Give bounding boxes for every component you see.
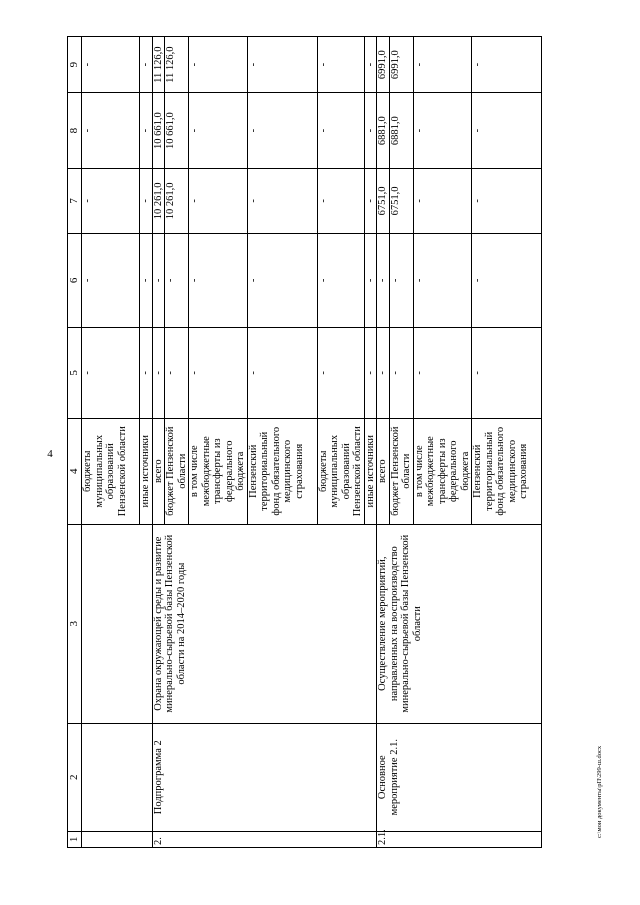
value-cell: - bbox=[140, 233, 153, 327]
row-title-cell: Осуществление мероприятий, направленных на воспроизводство минерально-сырьевой базы Пензенской области bbox=[377, 524, 542, 723]
funding-source-cell: Пензенский территориальный фонд обязательного медицинского страхования bbox=[247, 418, 317, 524]
value-cell: 11 126,0 bbox=[152, 37, 165, 93]
value-cell: - bbox=[165, 233, 189, 327]
row-name-cell: Основное мероприятие 2.1. bbox=[377, 723, 542, 831]
header-cell: 9 bbox=[68, 37, 82, 93]
value-cell: - bbox=[152, 327, 165, 418]
value-cell: - bbox=[472, 93, 542, 169]
rotated-table-container bbox=[67, 36, 594, 848]
table-row bbox=[377, 37, 390, 848]
row-number-cell bbox=[82, 831, 153, 847]
value-cell: - bbox=[413, 233, 472, 327]
header-cell: 3 bbox=[68, 524, 82, 723]
value-cell: - bbox=[189, 168, 248, 233]
page-number: 4 bbox=[47, 448, 53, 460]
value-cell: - bbox=[364, 327, 377, 418]
value-cell: 6881,0 bbox=[389, 93, 413, 169]
value-cell: - bbox=[140, 168, 153, 233]
value-cell: 10 661,0 bbox=[152, 93, 165, 169]
value-cell: - bbox=[413, 327, 472, 418]
value-cell: - bbox=[189, 37, 248, 93]
funding-source-cell: всего bbox=[152, 418, 165, 524]
value-cell: 6991,0 bbox=[377, 37, 390, 93]
footer-file-path: c:\мои документы\рП\299-ш.docx bbox=[596, 745, 603, 838]
value-cell: - bbox=[364, 168, 377, 233]
value-cell: - bbox=[247, 327, 317, 418]
value-cell: - bbox=[377, 327, 390, 418]
value-cell: - bbox=[247, 168, 317, 233]
header-cell: 5 bbox=[68, 327, 82, 418]
funding-source-cell: в том числе межбюджетные трансферты из федерального бюджета bbox=[413, 418, 472, 524]
value-cell: - bbox=[472, 168, 542, 233]
value-cell: - bbox=[152, 233, 165, 327]
value-cell: - bbox=[189, 233, 248, 327]
value-cell: - bbox=[317, 37, 364, 93]
value-cell: - bbox=[413, 93, 472, 169]
value-cell: - bbox=[165, 327, 189, 418]
value-cell: - bbox=[413, 37, 472, 93]
value-cell: - bbox=[247, 93, 317, 169]
header-cell: 1 bbox=[68, 831, 82, 847]
value-cell: - bbox=[317, 93, 364, 169]
value-cell: 10 261,0 bbox=[152, 168, 165, 233]
value-cell: 6881,0 bbox=[377, 93, 390, 169]
header-cell: 6 bbox=[68, 233, 82, 327]
value-cell: 10 661,0 bbox=[165, 93, 189, 169]
row-number-cell: 2. bbox=[152, 831, 377, 847]
funding-source-cell: бюджеты муниципальных образований Пензенской области bbox=[82, 418, 140, 524]
value-cell: - bbox=[389, 327, 413, 418]
value-cell: 6751,0 bbox=[389, 168, 413, 233]
funding-source-cell: бюджет Пензенской области bbox=[389, 418, 413, 524]
funding-source-cell: Пензенский территориальный фонд обязательного медицинского страхования bbox=[472, 418, 542, 524]
value-cell: - bbox=[472, 37, 542, 93]
funding-source-cell: всего bbox=[377, 418, 390, 524]
funding-source-cell: бюджеты муниципальных образований Пензенской области bbox=[317, 418, 364, 524]
header-cell: 7 bbox=[68, 168, 82, 233]
value-cell: - bbox=[82, 93, 140, 169]
budget-table bbox=[67, 36, 542, 848]
value-cell: - bbox=[364, 93, 377, 169]
value-cell: - bbox=[82, 168, 140, 233]
row-number-cell: 2.1. bbox=[377, 831, 542, 847]
value-cell: - bbox=[364, 233, 377, 327]
table-row bbox=[152, 37, 165, 848]
value-cell: - bbox=[389, 233, 413, 327]
row-title-cell: Охрана окружающей среды и развитие минерально-сырьевой базы Пензенской области на 2014–2020 годы bbox=[152, 524, 377, 723]
value-cell: - bbox=[82, 327, 140, 418]
funding-source-cell: в том числе межбюджетные трансферты из федерального бюджета bbox=[189, 418, 248, 524]
value-cell: - bbox=[189, 93, 248, 169]
funding-source-cell: бюджет Пензенской области bbox=[165, 418, 189, 524]
row-name-cell bbox=[82, 723, 153, 831]
value-cell: - bbox=[413, 168, 472, 233]
funding-source-cell: иные источники bbox=[364, 418, 377, 524]
value-cell: - bbox=[317, 233, 364, 327]
value-cell: - bbox=[82, 233, 140, 327]
value-cell: - bbox=[472, 233, 542, 327]
value-cell: - bbox=[140, 37, 153, 93]
table-body bbox=[82, 37, 542, 848]
value-cell: 6991,0 bbox=[389, 37, 413, 93]
header-cell: 2 bbox=[68, 723, 82, 831]
value-cell: - bbox=[82, 37, 140, 93]
value-cell: 10 261,0 bbox=[165, 168, 189, 233]
value-cell: - bbox=[140, 327, 153, 418]
value-cell: - bbox=[472, 327, 542, 418]
row-title-cell bbox=[82, 524, 153, 723]
table-row bbox=[82, 37, 140, 848]
value-cell: - bbox=[377, 233, 390, 327]
value-cell: - bbox=[247, 37, 317, 93]
value-cell: - bbox=[140, 93, 153, 169]
header-cell: 8 bbox=[68, 93, 82, 169]
value-cell: - bbox=[247, 233, 317, 327]
funding-source-cell: иные источники bbox=[140, 418, 153, 524]
value-cell: - bbox=[317, 327, 364, 418]
value-cell: - bbox=[317, 168, 364, 233]
value-cell: 11 126,0 bbox=[165, 37, 189, 93]
value-cell: - bbox=[364, 37, 377, 93]
value-cell: 6751,0 bbox=[377, 168, 390, 233]
row-name-cell: Подпрограмма 2 bbox=[152, 723, 377, 831]
header-cell: 4 bbox=[68, 418, 82, 524]
header-row bbox=[68, 37, 82, 848]
value-cell: - bbox=[189, 327, 248, 418]
